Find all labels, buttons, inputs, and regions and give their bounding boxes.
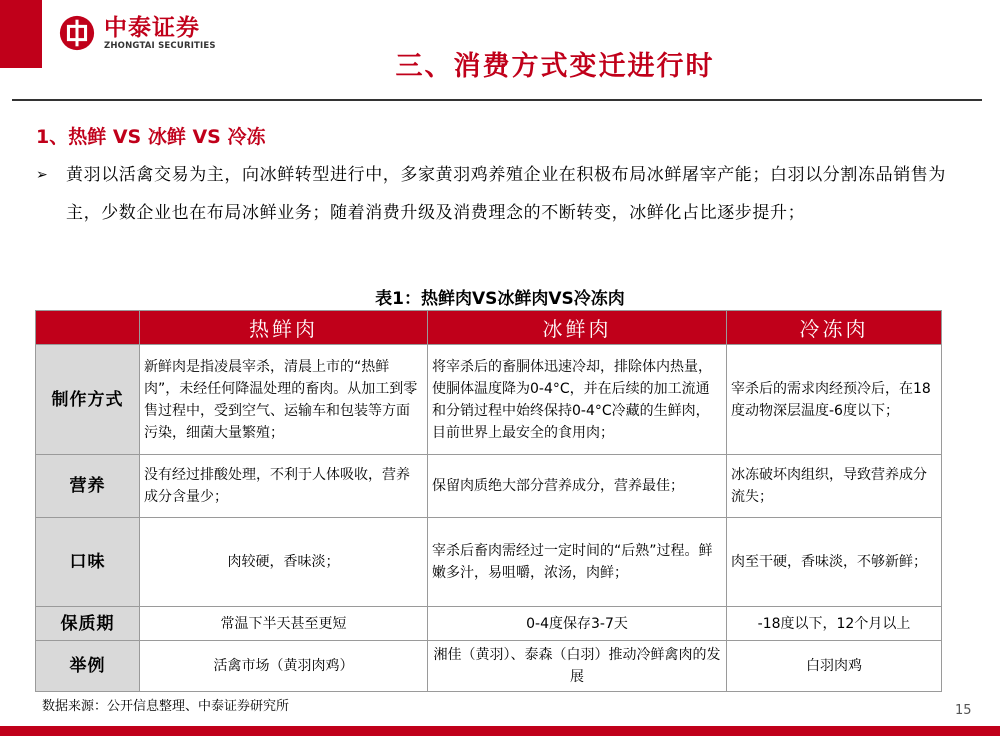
- table-cell: 宰杀后的需求肉经预冷后，在18度动物深层温度-6度以下；: [727, 345, 942, 455]
- row-header: 口味: [36, 518, 140, 607]
- table-cell: 白羽肉鸡: [727, 641, 942, 692]
- table-caption: 表1：热鲜肉VS冰鲜肉VS冷冻肉: [375, 289, 625, 309]
- brand-name-cn: 中泰证券: [104, 14, 200, 41]
- table-row: [36, 455, 942, 518]
- page-title: 三、消费方式变迁进行时: [395, 51, 715, 82]
- table-cell: 将宰杀后的畜胴体迅速冷却，排除体内热量，使胴体温度降为0-4°C，并在后续的加工流通和分销过程中始终保持0-4°C冷藏的生鲜肉，目前世界上最安全的食用肉；: [428, 345, 727, 455]
- row-header: 保质期: [36, 607, 140, 641]
- table-cell: 宰杀后畜肉需经过一定时间的“后熟”过程。鲜嫩多汁，易咀嚼，浓汤，肉鲜；: [428, 518, 727, 607]
- row-header: 制作方式: [36, 345, 140, 455]
- bottom-accent-bar: [0, 726, 1000, 736]
- comparison-table: [35, 310, 942, 692]
- table-cell: 0-4度保存3-7天: [428, 607, 727, 641]
- column-header: 冰鲜肉: [428, 311, 727, 345]
- page-number: 15: [955, 703, 972, 718]
- table-cell: 湘佳（黄羽）、泰森（白羽）推动冷鲜禽肉的发展: [428, 641, 727, 692]
- table-cell: 肉较硬，香味淡；: [140, 518, 428, 607]
- column-header: 热鲜肉: [140, 311, 428, 345]
- table-row: [36, 607, 942, 641]
- row-header: 营养: [36, 455, 140, 518]
- bullet-text: 黄羽以活禽交易为主，向冰鲜转型进行中，多家黄羽鸡养殖企业在积极布局冰鲜屠宰产能；白羽以分割冻品销售为主，少数企业也在布局冰鲜业务；随着消费升级及消费理念的不断转变，冰鲜化占比逐步提升；: [66, 165, 946, 223]
- title-divider: [12, 99, 982, 101]
- table-row: [36, 345, 942, 455]
- brand-name-en: ZHONGTAI SECURITIES: [104, 40, 216, 51]
- table-cell: 冰冻破坏肉组织，导致营养成分流失；: [727, 455, 942, 518]
- table-cell: 没有经过排酸处理，不利于人体吸收，营养成分含量少；: [140, 455, 428, 518]
- bullet-paragraph: [36, 156, 976, 232]
- table-cell: 保留肉质绝大部分营养成分，营养最佳；: [428, 455, 727, 518]
- table-cell: 活禽市场（黄羽肉鸡）: [140, 641, 428, 692]
- table-corner-cell: [36, 311, 140, 345]
- table-cell: 新鲜肉是指凌晨宰杀，清晨上市的“热鲜肉”，未经任何降温处理的畜肉。从加工到零售过程中，受到空气、运输车和包装等方面污染，细菌大量繁殖；: [140, 345, 428, 455]
- column-header: 冷冻肉: [727, 311, 942, 345]
- table-cell: -18度以下，12个月以上: [727, 607, 942, 641]
- section-heading: 1、热鲜 VS 冰鲜 VS 冷冻: [36, 126, 266, 148]
- table-row: [36, 518, 942, 607]
- table-row: [36, 641, 942, 692]
- data-source-note: 数据来源：公开信息整理、中泰证券研究所: [42, 699, 290, 714]
- table-cell: 肉至干硬，香味淡，不够新鲜；: [727, 518, 942, 607]
- bullet-arrow-icon: ➢: [36, 167, 48, 183]
- row-header: 举例: [36, 641, 140, 692]
- table-header-row: [36, 311, 942, 345]
- table-cell: 常温下半天甚至更短: [140, 607, 428, 641]
